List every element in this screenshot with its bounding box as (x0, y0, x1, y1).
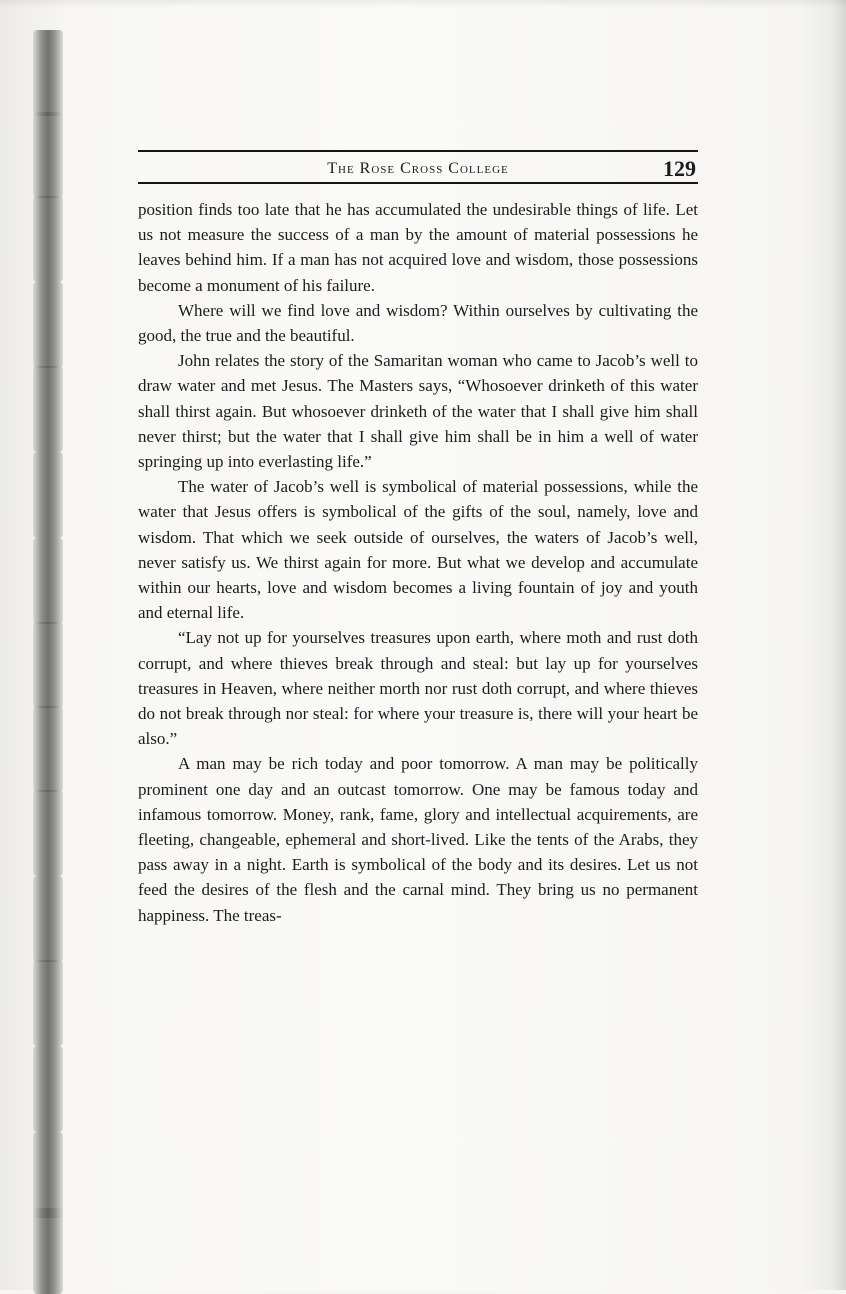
punch-hole (33, 622, 63, 708)
paragraph-4: The water of Jacob’s well is symbolical of material possessions, while the water that Jesus offers is symbolical of the gifts of the soul, namely, love and wisdom. That which we seek outside of ourselves, the waters of Jacob’s well, never satisfy us. We thirst again for more. But what we develop and accumulate within our hearts, love and wisdom becomes a living fountain of joy and youth and eternal life. (138, 477, 698, 623)
paragraph-6: A man may be rich today and poor tomorrow. A man may be politically prominent one day and an outcast tomorrow. One may be famous today and infamous tomorrow. Money, rank, fame, glory and intellectual acquirements, are fleeting, changeable, ephemeral and short-lived. Like the tents of the Arabs, they pass away in a night. Earth is symbolical of the body and its desires. Let us not feed the desires of the flesh and the carnal mind. They bring us no permanent happiness. The treas- (138, 754, 698, 925)
punch-hole (33, 538, 63, 624)
running-head (138, 156, 698, 182)
punch-hole (33, 30, 63, 116)
punch-hole (33, 112, 63, 198)
header-rule-bottom (138, 182, 698, 184)
punch-hole (33, 1046, 63, 1132)
punch-hole (33, 960, 63, 1046)
punch-hole (33, 1208, 63, 1294)
page-top-edge (0, 0, 846, 8)
punch-hole (33, 282, 63, 368)
paragraph-1: position finds too late that he has accumulated the undesirable things of life. Let us not measure the success of a man by the amount of material possessions he leaves behind him. If a man has not acquired love and wisdom, those possessions become a monument of his failure. (138, 200, 698, 295)
binding-holes (0, 0, 80, 1290)
punch-hole (33, 452, 63, 538)
page-content (138, 150, 698, 928)
punch-hole (33, 196, 63, 282)
punch-hole (33, 706, 63, 792)
header-rule-top (138, 150, 698, 152)
paragraph-2: Where will we find love and wisdom? Within ourselves by cultivating the good, the true and the beautiful. (138, 300, 698, 346)
punch-hole (33, 366, 63, 452)
paragraph-5: “Lay not up for yourselves treasures upon earth, where moth and rust doth corrupt, and where thieves break through and steal: but lay up for yourselves treasures in Heaven, where neither morth nor rust doth corrupt, and where thieves do not break through nor steal: for where your treasure is, there will your heart be also.” (138, 628, 698, 749)
paragraph-3: John relates the story of the Samaritan woman who came to Jacob’s well to draw water and met Jesus. The Masters says, “Whosoever drinketh of this water shall thirst again. But whosoever drinketh of the water that I shall give him shall never thirst; but the water that I shall give him shall be in him a well of water springing up into everlasting life.” (138, 351, 698, 472)
punch-hole (33, 790, 63, 876)
punch-hole (33, 1132, 63, 1218)
page-number: 129 (663, 156, 696, 181)
page-right-edge (832, 0, 846, 1290)
running-title: The Rose Cross College (327, 160, 509, 177)
punch-hole (33, 876, 63, 962)
